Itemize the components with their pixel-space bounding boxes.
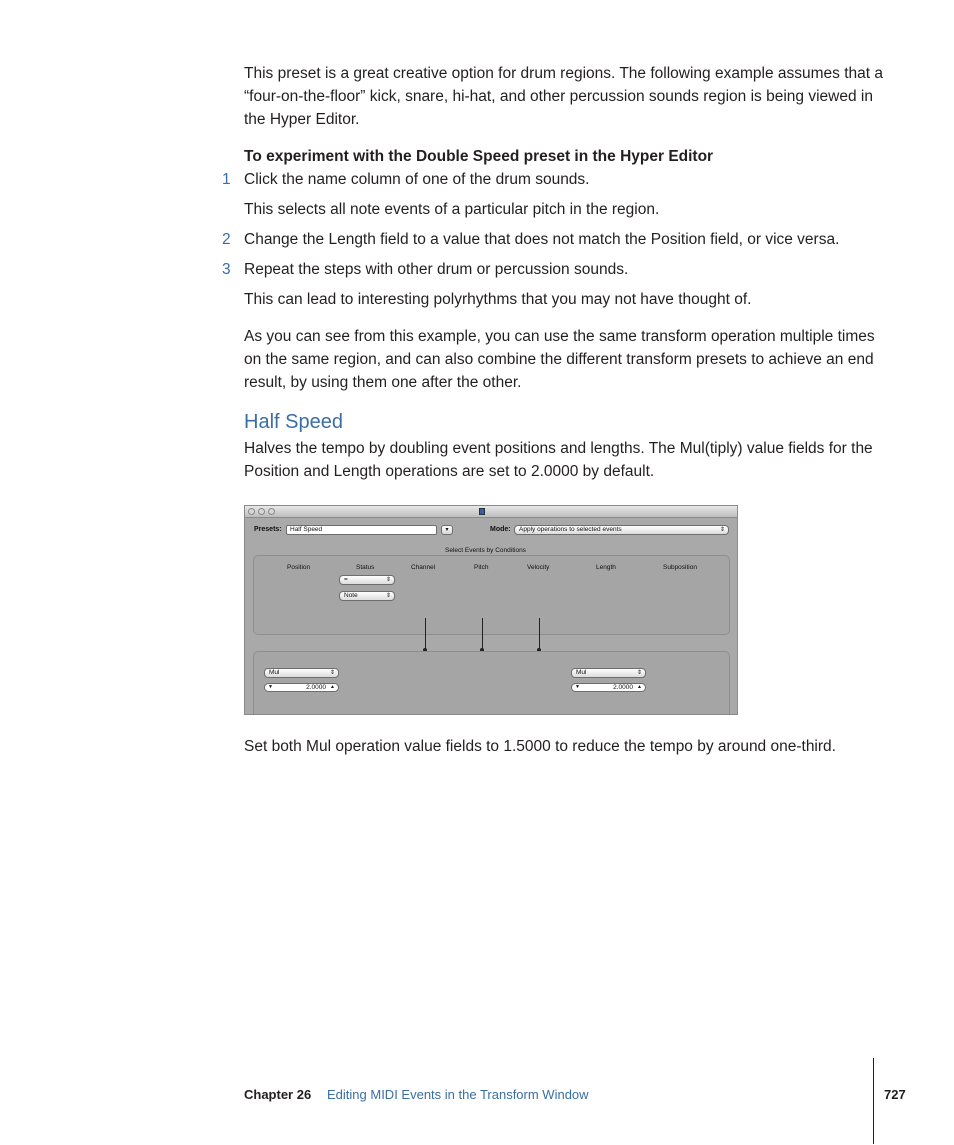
intro-paragraph: This preset is a great creative option for drum regions. The following example assumes that a “four-on-the-floor” kick, snare, hi-hat, and other percussion sounds region is being viewed in the Hyper Editor. xyxy=(244,65,883,128)
decrement-arrow-icon[interactable]: ▼ xyxy=(575,684,580,690)
presets-label: Presets: xyxy=(254,526,282,533)
closing-paragraph: Set both Mul operation value fields to 1.5000 to reduce the tempo by around one-third. xyxy=(244,738,836,755)
column-length: Length xyxy=(596,564,616,571)
step-1-result: This selects all note events of a particular pitch in the region. xyxy=(244,201,660,218)
position-value: 2.0000 xyxy=(306,684,326,691)
conditions-panel xyxy=(253,555,730,635)
step-1-text: Click the name column of one of the drum sounds. xyxy=(244,171,590,188)
step-number-1: 1 xyxy=(222,171,231,188)
footer-chapter-title: Editing MIDI Events in the Transform Window xyxy=(327,1087,589,1102)
presets-field[interactable]: Half Speed xyxy=(286,525,437,535)
section-heading: Half Speed xyxy=(244,411,343,433)
status-condition-popup[interactable] xyxy=(339,575,395,585)
step-number-2: 2 xyxy=(222,231,231,248)
footer-chapter: Chapter 26 xyxy=(244,1087,312,1102)
updown-arrows-icon: ⇕ xyxy=(719,527,725,533)
mode-popup[interactable] xyxy=(514,525,729,535)
minimize-window-button[interactable] xyxy=(258,508,265,515)
mode-value: Apply operations to selected events xyxy=(519,526,622,533)
conditions-title: Select Events by Conditions xyxy=(445,547,526,554)
status-value: Note xyxy=(344,592,358,599)
status-value-popup[interactable] xyxy=(339,591,395,601)
zoom-window-button[interactable] xyxy=(268,508,275,515)
step-2-text: Change the Length field to a value that does not match the Position field, or vice versa. xyxy=(244,231,840,248)
column-pitch: Pitch xyxy=(474,564,489,571)
position-operation-popup[interactable] xyxy=(264,668,339,678)
close-window-button[interactable] xyxy=(248,508,255,515)
section-paragraph: Halves the tempo by doubling event positions and lengths. The Mul(tiply) value fields for the Position and Length operations are set to 2.0000 by default. xyxy=(244,440,873,480)
increment-arrow-icon[interactable]: ▲ xyxy=(330,684,335,690)
column-velocity: Velocity xyxy=(527,564,550,571)
footer-divider xyxy=(873,1058,874,1144)
position-value-stepper[interactable] xyxy=(264,683,339,692)
task-heading: To experiment with the Double Speed preset in the Hyper Editor xyxy=(244,148,714,165)
updown-arrows-icon: ⇕ xyxy=(636,670,642,676)
updown-arrows-icon: ⇕ xyxy=(385,577,391,583)
length-operation-popup[interactable] xyxy=(571,668,646,678)
window-titlebar xyxy=(245,506,737,518)
summary-paragraph: As you can see from this example, you can use the same transform operation multiple times on the same region, and can also combine the different transform presets to achieve an end result, by using them one after the other. xyxy=(244,328,875,391)
length-value-stepper[interactable] xyxy=(571,683,646,692)
length-value: 2.0000 xyxy=(613,684,633,691)
document-icon xyxy=(479,508,485,515)
position-operation-value: Mul xyxy=(269,669,280,676)
length-operation-value: Mul xyxy=(576,669,587,676)
status-condition-value: = xyxy=(344,576,348,583)
mode-label: Mode: xyxy=(490,526,511,533)
updown-arrows-icon: ⇕ xyxy=(385,593,391,599)
increment-arrow-icon[interactable]: ▲ xyxy=(637,684,642,690)
column-channel: Channel xyxy=(411,564,436,571)
decrement-arrow-icon[interactable]: ▼ xyxy=(268,684,273,690)
chevron-down-icon: ▾ xyxy=(445,527,449,533)
page-number: 727 xyxy=(884,1087,906,1102)
updown-arrows-icon: ⇕ xyxy=(329,670,335,676)
step-3-result: This can lead to interesting polyrhythms that you may not have thought of. xyxy=(244,291,752,308)
transform-window-screenshot xyxy=(244,505,738,715)
column-subposition: Subposition xyxy=(663,564,697,571)
column-position: Position xyxy=(287,564,311,571)
column-status: Status xyxy=(356,564,375,571)
step-number-3: 3 xyxy=(222,261,231,278)
step-3-text: Repeat the steps with other drum or percussion sounds. xyxy=(244,261,629,278)
presets-menu-button[interactable] xyxy=(441,525,453,535)
